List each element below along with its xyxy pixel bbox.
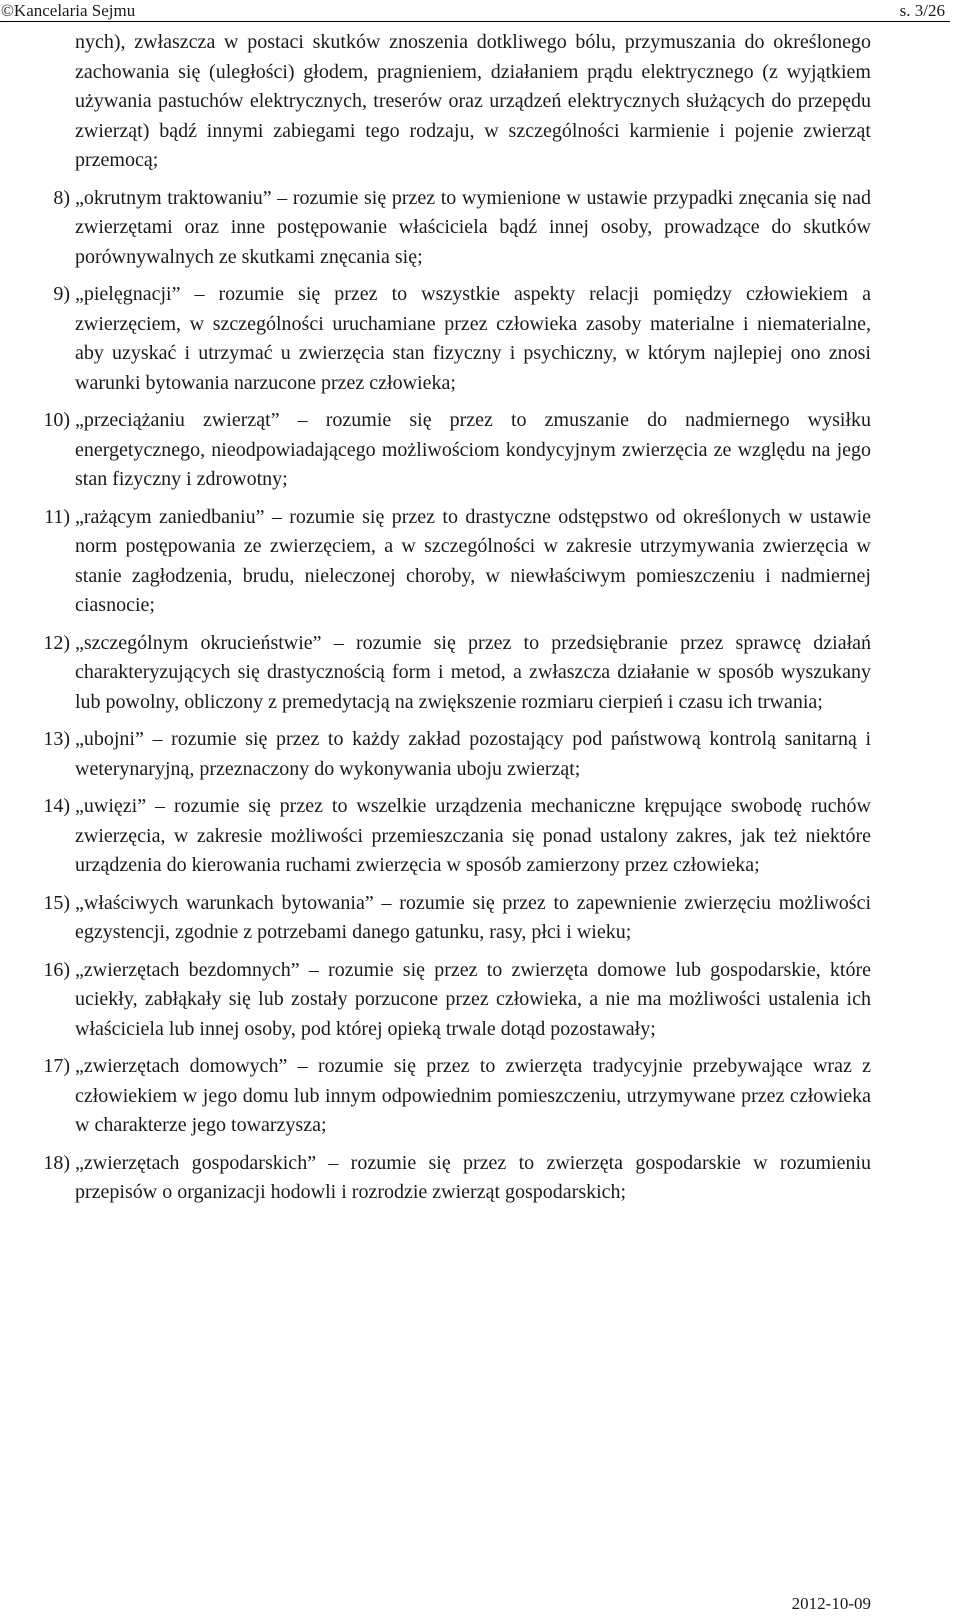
definition-item [0,1052,960,1141]
item-number: 16) [43,958,70,981]
definition-text: rozumie się przez to wymienione w ustawie przypadki znęcania się nad zwierzętami oraz inne postępowanie właściciela bądź innej osoby, prowadzące do skutków porównywalnych ze skutkami znęcania się; [75,186,871,268]
dash: – [287,1055,318,1077]
defined-term: „zwierzętach bezdomnych” [75,958,300,981]
item-number: 18) [43,1151,70,1174]
dash: – [299,958,329,981]
page-number: s. 3/26 [899,1,945,20]
page-footer-date: 2012-10-09 [791,1594,871,1613]
definition-item [0,792,960,881]
definition-text: rozumie się przez to zapewnienie zwierzęciu możliwości egzystencji, zgodnie z potrzebami danego gatunku, rasy, płci i wieku; [75,891,872,943]
definition-item [0,1149,960,1208]
dash: – [180,283,219,305]
item-number: 9) [53,283,70,305]
definition-item [0,956,960,1045]
definition-item [0,725,960,784]
dash: – [373,891,400,914]
defined-term: „właściwych warunkach bytowania” [75,891,374,914]
definition-text: rozumie się przez to wszystkie aspekty relacji pomiędzy człowiekiem a zwierzęciem, w szczególności uruchamiane przez człowieka zasoby materialne i niematerialne, aby uzyskać i utrzymać u zwierzęcia stan fizyczny i psychiczny, w którym najlepiej ono znosi warunki bytowania narzucone przez człowieka; [75,283,871,394]
dash: – [316,1151,351,1174]
header-rule [0,21,950,22]
dash: – [146,795,174,817]
definition-text: rozumie się przez to zmuszanie do nadmiernego wysiłku energetycznego, nieodpowiadającego możliwościom kondycyjnym zwierzęcia ze względu na jego stan fizyczny i zdrowotny; [75,409,872,490]
definition-item [0,280,960,398]
defined-term: „zwierzętach gospodarskich” [75,1151,317,1174]
dash: – [271,186,293,209]
defined-term: „zwierzętach domowych” [75,1055,288,1077]
item-number: 13) [43,728,70,750]
dash: – [321,631,356,654]
definition-text: rozumie się przez to wszelkie urządzenia mechaniczne krępujące swobodę ruchów zwierzęcia, w zakresie możliwości przemieszczania się ponad ustalony zakres, jak też niektóre urządzenia do kierowania ruchami zwierzęcia w sposób zamierzony przez człowieka; [75,795,871,876]
item-number: 8) [53,186,70,209]
definition-text: rozumie się przez to zwierzęta domowe lub gospodarskie, które uciekły, zabłąkały się lub zostały porzucone przez człowieka, a nie ma możliwości ustalenia ich właściciela lub innej osoby, pod której opieką trwale dotąd pozostawały; [75,958,872,1040]
item-number: 11) [44,505,70,528]
item-number: 15) [43,891,70,914]
definition-text: rozumie się przez to drastyczne odstępstwo od określonych w ustawie norm postępowania ze zwierzęciem, a w szczególności w zakresie utrzymywania zwierzęcia w stanie zagłodzenia, brudu, nieleczonej choroby, w niewłaściwym pomieszczeniu i nadmiernej ciasnocie; [75,505,871,616]
defined-term: „okrutnym traktowaniu” [75,186,272,209]
defined-term: „ubojni” [75,728,144,750]
definition-item [0,629,960,718]
copyright-label: ©Kancelaria Sejmu [1,1,136,20]
definition-item [0,503,960,621]
definition-text: rozumie się przez to przedsiębranie przez sprawcę działań charakteryzujących się drastycznością form i metod, a zwłaszcza działanie w sposób wyszukany lub powolny, obliczony z premedytacją na zwiększenie rozmiaru cierpień i czasu ich trwania; [75,631,872,713]
definition-item [0,889,960,948]
defined-term: „przeciążaniu zwierząt” [75,409,280,431]
continued-paragraph: nych), zwłaszcza w postaci skutków znoszenia dotkliwego bólu, przymuszania do określonego zachowania się (uległości) głodem, pragnieniem, działaniem prądu elektrycznego (z wyjątkiem używania pastuchów elektrycznych, treserów oraz urządzeń elektrycznych służących do przepędu zwierząt) bądź innymi zabiegami tego rodzaju, w szczególności karmienie i pojenie zwierząt przemocą; [75,31,871,171]
defined-term: „rażącym zaniedbaniu” [75,505,265,528]
defined-term: „szczególnym okrucieństwie” [75,631,322,654]
definition-text: rozumie się przez to zwierzęta tradycyjnie przebywające wraz z człowiekiem w jego domu lub innym odpowiednim pomieszczeniu, utrzymywane przez człowieka w charakterze jego towarzysza; [75,1055,872,1136]
document-body [0,28,960,1216]
item-number: 10) [43,409,70,431]
item-number: 12) [43,631,70,654]
dash: – [143,728,172,750]
definition-item [0,184,960,273]
definition-item [0,406,960,495]
dash: – [279,409,326,431]
dash: – [264,505,290,528]
definition-text: rozumie się przez to zwierzęta gospodarskie w rozumieniu przepisów o organizacji hodowli i rozrodzie zwierząt gospodarskich; [75,1151,871,1203]
defined-term: „pielęgnacji” [75,283,181,305]
definition-text: rozumie się przez to każdy zakład pozostający pod państwową kontrolą sanitarną i weterynaryjną, przeznaczony do wykonywania uboju zwierząt; [75,728,872,780]
item-number: 14) [43,795,70,817]
page-header [0,0,960,22]
defined-term: „uwięzi” [75,795,147,817]
item-number: 17) [43,1055,70,1077]
